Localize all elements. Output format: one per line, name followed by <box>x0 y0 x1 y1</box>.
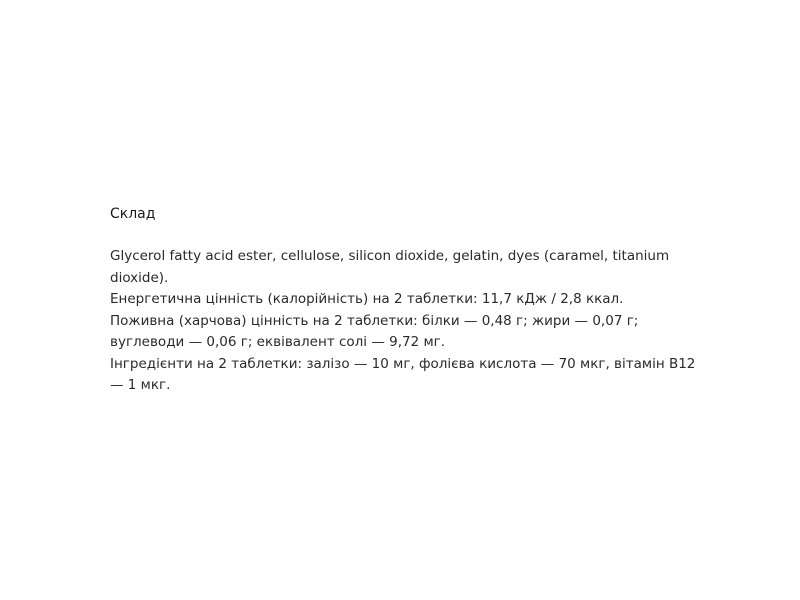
active-ingredients-paragraph: Інгредієнти на 2 таблетки: залізо — 10 мг, фолієва кислота — 70 мкг, вітамін В12 — 1 мкг. <box>110 355 696 393</box>
ingredients-paragraph: Glycerol fatty acid ester, cellulose, silicon dioxide, gelatin, dyes (caramel, titanium dioxide). <box>110 248 670 286</box>
nutrition-value-paragraph: Поживна (харчова) цінність на 2 таблетки: білки — 0,48 г; жири — 0,07 г; вуглеводи — 0,06 г; еквівалент солі — 9,72 мг. <box>110 312 639 350</box>
energy-value-paragraph: Енергетична цінність (калорійність) на 2 таблетки: 11,7 кДж / 2,8 ккал. <box>110 291 624 307</box>
section-title: Склад <box>110 206 156 222</box>
composition-text <box>110 246 710 397</box>
composition-section <box>110 204 710 397</box>
